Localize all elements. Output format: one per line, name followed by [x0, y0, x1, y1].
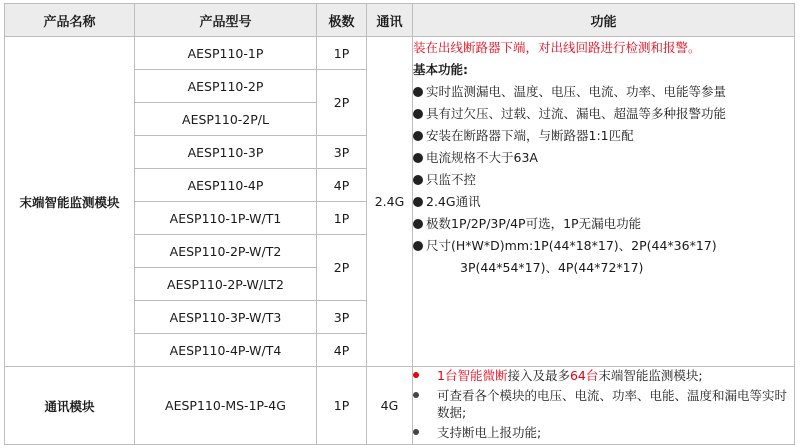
function-item-text: 实时监测漏电、温度、电压、电流、功率、电能等参量	[426, 84, 727, 99]
pole-cell: 1P	[317, 367, 367, 445]
function-item	[413, 125, 794, 147]
function-item-text: 支持断电上报功能;	[437, 425, 542, 440]
function-item-text: 安装在断路器下端，与断路器1:1匹配	[426, 128, 634, 143]
pole-cell: 1P	[317, 37, 367, 70]
model-cell: AESP110-2P	[135, 70, 317, 103]
function-item-text: 尺寸(H*W*D)mm:1P(44*18*17)、2P(44*36*17)	[426, 238, 717, 253]
bullet-icon	[413, 153, 423, 163]
model-cell: AESP110-3P	[135, 136, 317, 169]
pole-cell: 2P	[317, 70, 367, 136]
bullet-red-icon	[413, 372, 419, 378]
function-item-text: 末端智能监测模块;	[598, 368, 703, 383]
function-item-text: 可查看各个模块的电压、电流、功率、电能、温度和漏电等实时数据;	[437, 388, 788, 420]
bullet-icon	[413, 109, 423, 119]
function-item	[413, 191, 794, 213]
function-item	[413, 103, 794, 125]
header-function: 功能	[413, 4, 795, 37]
function-intro: 装在出线断路器下端，对出线回路进行检测和报警。	[413, 40, 701, 55]
highlight-text: 1台智能微断	[437, 368, 508, 383]
model-cell: AESP110-1P	[135, 37, 317, 70]
highlight-text: 64台	[569, 368, 599, 383]
function-item-text: 只监不控	[426, 172, 477, 187]
function-cell	[413, 367, 795, 445]
bullet-icon	[413, 131, 423, 141]
bullet-icon	[413, 429, 419, 435]
header-row	[5, 4, 795, 37]
function-item-text: 接入及最多	[507, 368, 570, 383]
function-item	[413, 367, 794, 384]
function-item-continuation: 3P(44*54*17)、4P(44*72*17)	[460, 260, 644, 275]
bullet-icon	[413, 219, 423, 229]
model-cell: AESP110-2P-W/T2	[135, 235, 317, 268]
model-cell: AESP110-4P	[135, 169, 317, 202]
function-item	[413, 424, 794, 441]
basic-function-title: 基本功能:	[413, 62, 468, 77]
function-item-text: 极数1P/2P/3P/4P可选，1P无漏电功能	[426, 216, 642, 231]
pole-cell: 4P	[317, 334, 367, 367]
header-product-model: 产品型号	[135, 4, 317, 37]
model-cell: AESP110-1P-W/T1	[135, 202, 317, 235]
function-item-text: 2.4G通讯	[426, 194, 481, 209]
function-cell	[413, 37, 795, 367]
function-item	[413, 147, 794, 169]
function-item-text: 电流规格不大于63A	[426, 150, 538, 165]
pole-cell: 3P	[317, 301, 367, 334]
function-item	[413, 387, 794, 421]
product-name-cell: 通讯模块	[5, 367, 135, 445]
header-product-name: 产品名称	[5, 4, 135, 37]
bullet-icon	[413, 241, 423, 251]
pole-cell: 1P	[317, 202, 367, 235]
bullet-icon	[413, 197, 423, 207]
bullet-icon	[413, 87, 423, 97]
pole-cell: 2P	[317, 235, 367, 301]
table-row	[5, 37, 795, 70]
comm-cell: 4G	[367, 367, 413, 445]
pole-cell: 4P	[317, 169, 367, 202]
model-cell: AESP110-2P-W/LT2	[135, 268, 317, 301]
bullet-icon	[413, 175, 423, 185]
function-item	[413, 81, 794, 103]
pole-cell: 3P	[317, 136, 367, 169]
function-item	[413, 213, 794, 235]
model-cell: AESP110-4P-W/T4	[135, 334, 317, 367]
product-spec-table	[4, 3, 795, 445]
function-item-text: 具有过欠压、过载、过流、漏电、超温等多种报警功能	[426, 106, 727, 121]
table-row	[5, 367, 795, 445]
model-cell: AESP110-MS-1P-4G	[135, 367, 317, 445]
function-item	[413, 235, 794, 257]
header-communication: 通讯	[367, 4, 413, 37]
product-name-cell: 末端智能监测模块	[5, 37, 135, 367]
model-cell: AESP110-2P/L	[135, 103, 317, 136]
function-item	[413, 169, 794, 191]
header-poles: 极数	[317, 4, 367, 37]
bullet-icon	[413, 392, 419, 398]
model-cell: AESP110-3P-W/T3	[135, 301, 317, 334]
comm-cell: 2.4G	[367, 37, 413, 367]
